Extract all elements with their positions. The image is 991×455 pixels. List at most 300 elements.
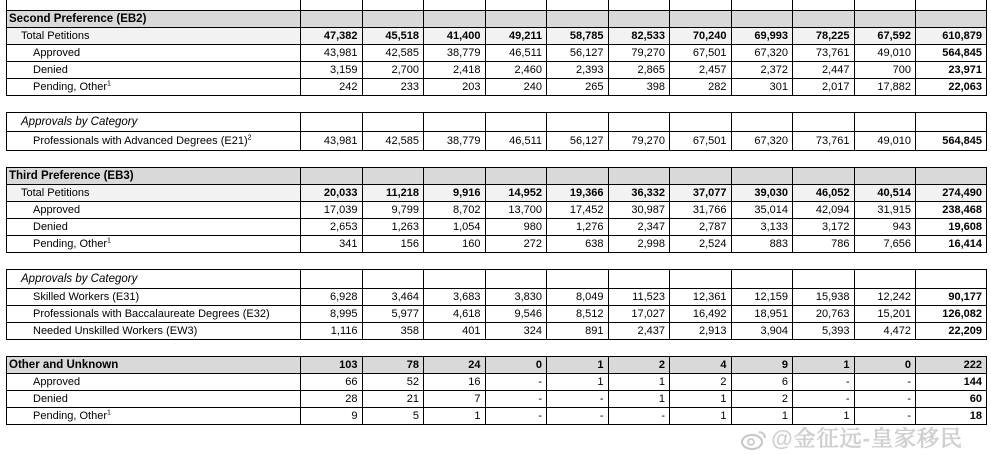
category-row — [7, 132, 987, 151]
value-cell: 41,400 — [424, 28, 486, 45]
value-cell: 78 — [362, 357, 424, 374]
row-label-text: Denied — [33, 221, 68, 233]
value-cell: 31,915 — [854, 202, 916, 219]
value-cell: 9 — [731, 357, 793, 374]
empty-cell — [916, 11, 987, 28]
table-row — [7, 374, 987, 391]
value-cell: 12,361 — [670, 289, 732, 306]
value-cell: 1,276 — [547, 219, 609, 236]
empty-cell — [547, 11, 609, 28]
value-cell: 8,512 — [547, 306, 609, 323]
value-cell: 2,393 — [547, 62, 609, 79]
empty-cell — [731, 0, 793, 11]
table-header-stub — [7, 0, 987, 11]
empty-cell — [916, 113, 987, 132]
value-cell: 2,347 — [608, 219, 670, 236]
total-petitions-row — [7, 28, 987, 45]
empty-cell — [362, 113, 424, 132]
value-cell: 2,913 — [670, 323, 732, 340]
value-cell: 2,998 — [608, 236, 670, 253]
value-cell: 638 — [547, 236, 609, 253]
empty-cell — [485, 270, 547, 289]
value-cell: 0 — [485, 357, 547, 374]
table-row — [7, 236, 987, 253]
empty-cell — [793, 113, 855, 132]
empty-cell — [362, 11, 424, 28]
value-cell: 12,242 — [854, 289, 916, 306]
empty-cell — [854, 11, 916, 28]
empty-cell — [731, 168, 793, 185]
watermark — [741, 422, 963, 453]
value-cell: 4,472 — [854, 323, 916, 340]
row-label — [7, 391, 301, 408]
value-cell: 21 — [362, 391, 424, 408]
spacer-row — [7, 151, 987, 168]
empty-cell — [670, 270, 732, 289]
value-cell: - — [547, 391, 609, 408]
value-cell: 8,049 — [547, 289, 609, 306]
row-label — [7, 132, 301, 151]
category-row — [7, 289, 987, 306]
spacer-row — [7, 96, 987, 113]
total-cell: 144 — [916, 374, 987, 391]
value-cell: 46,052 — [793, 185, 855, 202]
value-cell: 1,263 — [362, 219, 424, 236]
value-cell: 39,030 — [731, 185, 793, 202]
value-cell: 49,010 — [854, 132, 916, 151]
value-cell: 46,511 — [485, 45, 547, 62]
value-cell: 38,779 — [424, 45, 486, 62]
category-heading-row — [7, 113, 987, 132]
value-cell: 282 — [670, 79, 732, 96]
value-cell: - — [485, 374, 547, 391]
empty-cell — [485, 168, 547, 185]
empty-cell — [854, 270, 916, 289]
empty-cell — [608, 270, 670, 289]
category-heading: Approvals by Category — [7, 270, 301, 289]
empty-cell — [424, 11, 486, 28]
value-cell: 47,382 — [301, 28, 363, 45]
category-heading: Approvals by Category — [7, 113, 301, 132]
value-cell: 401 — [424, 323, 486, 340]
empty-cell — [793, 270, 855, 289]
value-cell: 265 — [547, 79, 609, 96]
value-cell: 156 — [362, 236, 424, 253]
value-cell: 15,201 — [854, 306, 916, 323]
value-cell: 12,159 — [731, 289, 793, 306]
row-label — [7, 219, 301, 236]
value-cell: 1 — [608, 391, 670, 408]
value-cell: 17,882 — [854, 79, 916, 96]
empty-cell — [301, 113, 363, 132]
spacer-cell — [7, 340, 987, 357]
value-cell: 67,501 — [670, 45, 732, 62]
watermark-text: @金征远-皇家移民 — [771, 426, 963, 451]
value-cell: 67,592 — [854, 28, 916, 45]
empty-cell — [547, 168, 609, 185]
value-cell: 67,501 — [670, 132, 732, 151]
section-title: Second Preference (EB2) — [7, 11, 301, 28]
value-cell: 891 — [547, 323, 609, 340]
total-cell: 126,082 — [916, 306, 987, 323]
value-cell: 1 — [793, 408, 855, 425]
spacer-row — [7, 253, 987, 270]
value-cell: 0 — [854, 357, 916, 374]
section-header-row — [7, 11, 987, 28]
empty-cell — [301, 168, 363, 185]
value-cell: 1,054 — [424, 219, 486, 236]
empty-cell — [854, 168, 916, 185]
value-cell: 40,514 — [854, 185, 916, 202]
row-label — [7, 45, 301, 62]
row-label — [7, 306, 301, 323]
value-cell: 52 — [362, 374, 424, 391]
value-cell: 73,761 — [793, 45, 855, 62]
table-row — [7, 219, 987, 236]
empty-cell — [485, 11, 547, 28]
empty-cell — [424, 270, 486, 289]
value-cell: - — [854, 374, 916, 391]
row-label-text: Denied — [33, 393, 68, 405]
empty-cell — [793, 168, 855, 185]
value-cell: 5,393 — [793, 323, 855, 340]
empty-cell — [424, 113, 486, 132]
empty-cell — [670, 11, 732, 28]
footnote-marker: 1 — [107, 409, 111, 417]
value-cell: 15,938 — [793, 289, 855, 306]
value-cell: 79,270 — [608, 45, 670, 62]
value-cell: 233 — [362, 79, 424, 96]
row-label — [7, 185, 301, 202]
value-cell: 301 — [731, 79, 793, 96]
value-cell: - — [854, 391, 916, 408]
row-label — [7, 202, 301, 219]
value-cell: 9,546 — [485, 306, 547, 323]
value-cell: 1 — [731, 408, 793, 425]
empty-cell — [362, 168, 424, 185]
value-cell: 11,523 — [608, 289, 670, 306]
value-cell: 3,830 — [485, 289, 547, 306]
petition-statistics-table — [6, 0, 987, 425]
row-label-text: Pending, Other — [33, 238, 107, 250]
value-cell: 42,585 — [362, 45, 424, 62]
value-cell: 24 — [424, 357, 486, 374]
value-cell: 17,452 — [547, 202, 609, 219]
value-cell: 3,904 — [731, 323, 793, 340]
value-cell: 1,116 — [301, 323, 363, 340]
value-cell: 17,039 — [301, 202, 363, 219]
empty-cell — [731, 270, 793, 289]
value-cell: 3,159 — [301, 62, 363, 79]
total-cell: 564,845 — [916, 45, 987, 62]
value-cell: 2,372 — [731, 62, 793, 79]
row-label — [7, 408, 301, 425]
value-cell: 35,014 — [731, 202, 793, 219]
total-cell: 22,209 — [916, 323, 987, 340]
value-cell: 82,533 — [608, 28, 670, 45]
footnote-marker: 1 — [107, 80, 111, 88]
value-cell: 69,993 — [731, 28, 793, 45]
weibo-logo-icon — [741, 429, 767, 451]
row-label-text: Approved — [33, 47, 81, 59]
value-cell: 8,995 — [301, 306, 363, 323]
total-cell: 22,063 — [916, 79, 987, 96]
row-label-text: Total Petitions — [21, 187, 90, 199]
empty-cell — [916, 168, 987, 185]
empty-cell — [362, 270, 424, 289]
value-cell: 2,865 — [608, 62, 670, 79]
value-cell: 1 — [547, 357, 609, 374]
empty-cell — [301, 0, 363, 11]
value-cell: 56,127 — [547, 132, 609, 151]
value-cell: 9,916 — [424, 185, 486, 202]
value-cell: 58,785 — [547, 28, 609, 45]
spacer-cell — [7, 253, 987, 270]
value-cell: - — [547, 408, 609, 425]
value-cell: 2 — [608, 357, 670, 374]
value-cell: 49,211 — [485, 28, 547, 45]
empty-cell — [7, 0, 301, 11]
value-cell: 2,418 — [424, 62, 486, 79]
value-cell: 19,366 — [547, 185, 609, 202]
table-row — [7, 79, 987, 96]
value-cell: 203 — [424, 79, 486, 96]
value-cell: 28 — [301, 391, 363, 408]
value-cell: - — [608, 408, 670, 425]
row-label-text: Professionals with Baccalaureate Degrees (E32) — [33, 308, 270, 320]
empty-cell — [670, 113, 732, 132]
value-cell: 786 — [793, 236, 855, 253]
value-cell: - — [485, 391, 547, 408]
value-cell: 2,017 — [793, 79, 855, 96]
total-cell: 23,971 — [916, 62, 987, 79]
value-cell: 980 — [485, 219, 547, 236]
empty-cell — [731, 113, 793, 132]
row-label-text: Professionals with Advanced Degrees (E21) — [33, 135, 248, 147]
value-cell: 358 — [362, 323, 424, 340]
value-cell: 13,700 — [485, 202, 547, 219]
empty-cell — [547, 270, 609, 289]
total-cell: 610,879 — [916, 28, 987, 45]
value-cell: 1 — [424, 408, 486, 425]
section-title: Other and Unknown — [7, 357, 301, 374]
empty-cell — [485, 0, 547, 11]
total-cell: 274,490 — [916, 185, 987, 202]
value-cell: 2,700 — [362, 62, 424, 79]
value-cell: 2,460 — [485, 62, 547, 79]
row-label-text: Needed Unskilled Workers (EW3) — [33, 325, 198, 337]
empty-cell — [731, 11, 793, 28]
total-cell: 238,468 — [916, 202, 987, 219]
spacer-row — [7, 340, 987, 357]
value-cell: 2,524 — [670, 236, 732, 253]
footnote-marker: 2 — [247, 134, 252, 142]
section-header-row — [7, 168, 987, 185]
value-cell: 2,457 — [670, 62, 732, 79]
value-cell: 3,683 — [424, 289, 486, 306]
value-cell: 5 — [362, 408, 424, 425]
empty-cell — [793, 0, 855, 11]
value-cell: 7,656 — [854, 236, 916, 253]
row-label-text: Total Petitions — [21, 30, 90, 42]
total-cell: 60 — [916, 391, 987, 408]
value-cell: 1 — [547, 374, 609, 391]
row-label-text: Pending, Other — [33, 81, 107, 93]
value-cell: 31,766 — [670, 202, 732, 219]
total-cell: 564,845 — [916, 132, 987, 151]
empty-cell — [608, 113, 670, 132]
value-cell: 18,951 — [731, 306, 793, 323]
empty-cell — [916, 0, 987, 11]
value-cell: 3,172 — [793, 219, 855, 236]
empty-cell — [670, 0, 732, 11]
value-cell: 943 — [854, 219, 916, 236]
row-label-text: Pending, Other — [33, 410, 107, 422]
value-cell: 30,987 — [608, 202, 670, 219]
category-heading-row — [7, 270, 987, 289]
row-label — [7, 62, 301, 79]
value-cell: 700 — [854, 62, 916, 79]
value-cell: 45,518 — [362, 28, 424, 45]
row-label — [7, 323, 301, 340]
section-title: Third Preference (EB3) — [7, 168, 301, 185]
empty-cell — [793, 11, 855, 28]
empty-cell — [424, 0, 486, 11]
total-cell: 19,608 — [916, 219, 987, 236]
value-cell: 103 — [301, 357, 363, 374]
empty-cell — [608, 0, 670, 11]
row-label-text: Approved — [33, 204, 81, 216]
value-cell: - — [793, 391, 855, 408]
value-cell: 11,218 — [362, 185, 424, 202]
empty-cell — [608, 11, 670, 28]
value-cell: 1 — [670, 391, 732, 408]
total-cell: 18 — [916, 408, 987, 425]
value-cell: 73,761 — [793, 132, 855, 151]
row-label — [7, 374, 301, 391]
value-cell: 79,270 — [608, 132, 670, 151]
value-cell: 9,799 — [362, 202, 424, 219]
value-cell: 324 — [485, 323, 547, 340]
value-cell: 14,952 — [485, 185, 547, 202]
total-cell: 222 — [916, 357, 987, 374]
value-cell: 2,437 — [608, 323, 670, 340]
value-cell: 2,787 — [670, 219, 732, 236]
empty-cell — [362, 0, 424, 11]
value-cell: 883 — [731, 236, 793, 253]
value-cell: 3,133 — [731, 219, 793, 236]
value-cell: 37,077 — [670, 185, 732, 202]
value-cell: - — [485, 408, 547, 425]
empty-cell — [301, 11, 363, 28]
value-cell: 3,464 — [362, 289, 424, 306]
value-cell: 4,618 — [424, 306, 486, 323]
value-cell: 2 — [731, 391, 793, 408]
table-row — [7, 45, 987, 62]
value-cell: 4 — [670, 357, 732, 374]
value-cell: 78,225 — [793, 28, 855, 45]
value-cell: 49,010 — [854, 45, 916, 62]
value-cell: 242 — [301, 79, 363, 96]
section-header-row — [7, 357, 987, 374]
empty-cell — [424, 168, 486, 185]
empty-cell — [547, 113, 609, 132]
total-petitions-row — [7, 185, 987, 202]
row-label-text: Skilled Workers (E31) — [33, 291, 140, 303]
value-cell: 36,332 — [608, 185, 670, 202]
total-cell: 90,177 — [916, 289, 987, 306]
row-label — [7, 236, 301, 253]
table-row — [7, 202, 987, 219]
empty-cell — [301, 270, 363, 289]
value-cell: 272 — [485, 236, 547, 253]
value-cell: 6,928 — [301, 289, 363, 306]
value-cell: 7 — [424, 391, 486, 408]
value-cell: 20,763 — [793, 306, 855, 323]
row-label-text: Denied — [33, 64, 68, 76]
spacer-cell — [7, 151, 987, 168]
value-cell: - — [854, 408, 916, 425]
value-cell: 16 — [424, 374, 486, 391]
value-cell: 16,492 — [670, 306, 732, 323]
value-cell: 20,033 — [301, 185, 363, 202]
value-cell: 2 — [670, 374, 732, 391]
value-cell: 56,127 — [547, 45, 609, 62]
empty-cell — [916, 270, 987, 289]
value-cell: 1 — [608, 374, 670, 391]
category-row — [7, 323, 987, 340]
value-cell: 42,585 — [362, 132, 424, 151]
value-cell: 70,240 — [670, 28, 732, 45]
value-cell: 5,977 — [362, 306, 424, 323]
row-label — [7, 79, 301, 96]
table-row — [7, 62, 987, 79]
table-row — [7, 391, 987, 408]
footnote-marker: 1 — [107, 237, 111, 245]
petition-statistics-table-container — [6, 0, 986, 455]
value-cell: 67,320 — [731, 132, 793, 151]
value-cell: 42,094 — [793, 202, 855, 219]
value-cell: 67,320 — [731, 45, 793, 62]
value-cell: 240 — [485, 79, 547, 96]
value-cell: 160 — [424, 236, 486, 253]
spacer-cell — [7, 96, 987, 113]
empty-cell — [485, 113, 547, 132]
row-label-text: Approved — [33, 376, 81, 388]
row-label — [7, 28, 301, 45]
value-cell: 38,779 — [424, 132, 486, 151]
empty-cell — [608, 168, 670, 185]
empty-cell — [854, 113, 916, 132]
value-cell: 2,653 — [301, 219, 363, 236]
value-cell: 43,981 — [301, 45, 363, 62]
value-cell: 1 — [670, 408, 732, 425]
value-cell: 2,447 — [793, 62, 855, 79]
empty-cell — [547, 0, 609, 11]
value-cell: 1 — [793, 357, 855, 374]
total-cell: 16,414 — [916, 236, 987, 253]
value-cell: 46,511 — [485, 132, 547, 151]
value-cell: 66 — [301, 374, 363, 391]
value-cell: 17,027 — [608, 306, 670, 323]
row-label — [7, 289, 301, 306]
value-cell: 43,981 — [301, 132, 363, 151]
empty-cell — [854, 0, 916, 11]
value-cell: 8,702 — [424, 202, 486, 219]
category-row — [7, 306, 987, 323]
value-cell: 398 — [608, 79, 670, 96]
value-cell: 9 — [301, 408, 363, 425]
